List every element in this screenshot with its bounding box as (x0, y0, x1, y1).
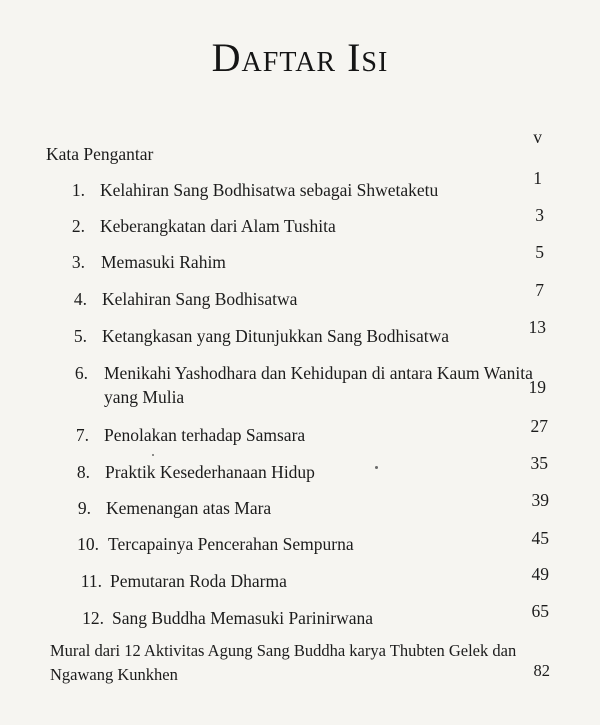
entry-label: Kemenangan atas Mara (106, 498, 272, 518)
entry-label: Keberangkatan dari Alam Tushita (100, 216, 336, 236)
intro-page: v (533, 127, 542, 147)
entry-number: 2. (71, 216, 85, 236)
entry-page: 19 (528, 377, 546, 397)
entry-label-line1: Menikahi Yashodhara dan Kehidupan di antara Kaum Wanita (104, 363, 533, 383)
entry-number: 10. (77, 534, 99, 554)
entry-label: Tercapainya Pencerahan Sempurna (108, 534, 354, 554)
print-speck (375, 466, 378, 469)
entry-number: 6. (74, 363, 88, 383)
intro-label: Kata Pengantar (46, 144, 154, 164)
entry-number: 9. (77, 498, 91, 518)
entry-page: 5 (535, 242, 544, 262)
print-speck (152, 454, 154, 456)
entry-label-line2: yang Mulia (104, 387, 185, 407)
entry-number: 11. (80, 571, 102, 591)
closing-label-line1: Mural dari 12 Aktivitas Agung Sang Buddha karya Thubten Gelek dan (50, 641, 517, 660)
entry-page: 13 (528, 317, 546, 337)
entry-number: 1. (71, 180, 85, 200)
closing-page: 82 (533, 661, 550, 680)
entry-page: 35 (530, 453, 548, 473)
entry-label: Praktik Kesederhanaan Hidup (105, 462, 315, 482)
entry-label: Pemutaran Roda Dharma (110, 571, 287, 591)
entry-page: 3 (535, 205, 544, 225)
page-title: Daftar Isi (211, 35, 389, 80)
entry-page: 45 (531, 528, 549, 548)
entry-label: Memasuki Rahim (101, 252, 226, 272)
entry-label: Kelahiran Sang Bodhisatwa (102, 289, 298, 309)
entry-page: 7 (535, 280, 544, 300)
entry-page: 49 (531, 564, 549, 584)
entry-label: Ketangkasan yang Ditunjukkan Sang Bodhisatwa (102, 326, 450, 346)
entry-number: 4. (73, 289, 87, 309)
entry-page: 39 (531, 490, 549, 510)
entry-label: Kelahiran Sang Bodhisatwa sebagai Shwetaketu (100, 180, 439, 200)
entry-number: 12. (82, 608, 104, 628)
entry-number: 7. (75, 425, 89, 445)
entry-page: 65 (531, 601, 549, 621)
entry-page: 27 (530, 416, 548, 436)
entry-number: 3. (71, 252, 85, 272)
closing-label-line2: Ngawang Kunkhen (50, 665, 178, 684)
entry-label: Penolakan terhadap Samsara (104, 425, 306, 445)
entry-page: 1 (533, 168, 542, 188)
entry-number: 8. (76, 462, 90, 482)
entry-label: Sang Buddha Memasuki Parinirwana (112, 608, 373, 628)
entry-number: 5. (73, 326, 87, 346)
